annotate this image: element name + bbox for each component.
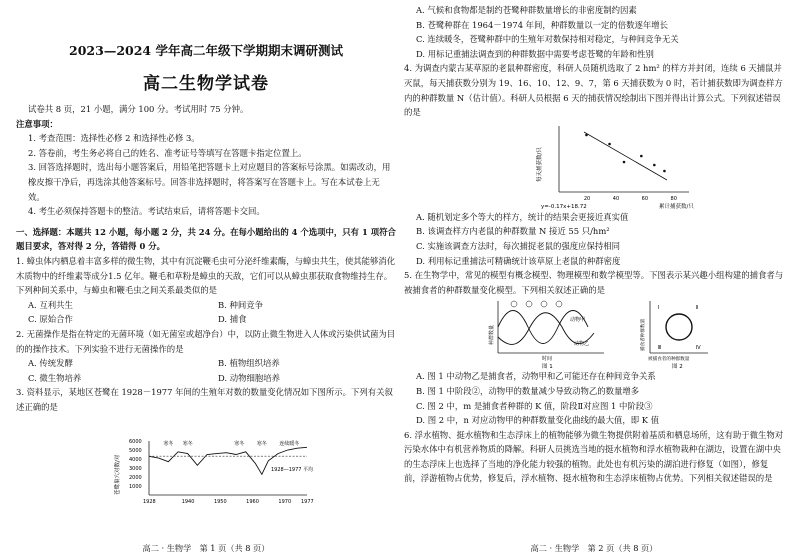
fig1-stage-2 <box>526 301 532 307</box>
q2-option-c: C. 微生物培养 <box>28 372 82 383</box>
q3-ylabel: 苍鹭巢穴对数/对 <box>115 454 121 495</box>
q4-option-b: B. 该调查样方内老鼠的种群数量 N 接近 55 只/hm² <box>416 226 610 237</box>
q1-option-c: C. 原始合作 <box>28 314 73 325</box>
q3-ytick: 2000 <box>129 475 142 481</box>
q4-stem: 4. 为调查内蒙古某草原的老鼠种群密度，科研人员随机选取了 2 hm² 的样方并封闭，连续 6 天捕鼠并灭鼠，每天捕获数分别为 19、16、10、12、9、7，第 6 天捕获数为 0 时，若计捕获数即为调查样方内的种群数量 N（估计值）。科研人员根据 6 天的捕获情况绘制出下图并得出计算公式。下列叙述错误的是 <box>404 63 783 118</box>
q3-ytick: 1000 <box>129 484 142 490</box>
exam-title: 2023—2024 学年高二年级下学期期末调研测试 <box>69 43 343 58</box>
left-column <box>16 0 396 553</box>
q2-options <box>16 356 396 371</box>
q4-xlabel: 累计捕获数/只 <box>659 203 694 210</box>
fig2-cycle <box>666 314 692 340</box>
notice-3: 3. 回答选择题时，选出每小题答案后，用铅笔把答题卡上对应题目的答案标号涂黑。如需改动，用橡皮擦干净后，再选涂其他答案标号。回答非选择题时，将答案写在答题卡上。写在本试卷上无效。 <box>28 162 391 202</box>
fig1-label: 图 1 <box>542 364 553 371</box>
q4-capture-chart <box>529 122 719 210</box>
q1-option-d: D. 捕食 <box>218 314 247 325</box>
fig1-stage-1 <box>511 301 517 307</box>
q3-xtick: 1940 <box>181 499 195 505</box>
fig1-stage-4 <box>556 301 562 307</box>
notice-4: 4. 考生必须保持答题卡的整洁。考试结束后，请将答题卡交回。 <box>28 206 265 217</box>
q3-annotation: 连续暖冬 <box>279 441 300 447</box>
q2-option-b: B. 植物组织培养 <box>218 358 280 369</box>
subject-title: 高二生物学试卷 <box>143 74 269 94</box>
q3-xtick: 1977 <box>301 499 314 505</box>
q3-annotation: 寒冬 <box>182 441 193 447</box>
fig2-xlabel: 被捕食者的种群数量 <box>648 357 690 363</box>
q4-point <box>608 142 611 145</box>
q2-stem: 2. 无菌操作是指在特定的无菌环境（如无菌室或超净台）中，以防止微生物进入人体或污染供试菌为目的的操作技术。下列实验不进行无菌操作的是 <box>16 328 396 354</box>
q5-option-c: C. 图 2 中，m 是捕食者种群的 K 值，阶段Ⅱ对应图 1 中阶段③ <box>416 400 653 411</box>
q3-annotation: 寒冬 <box>256 441 267 447</box>
q4-xtick: 80 <box>670 195 677 202</box>
q5-figures <box>404 297 784 369</box>
q4-option-c: C. 实施该调查方法时，每次捕捉老鼠的强度应保持相同 <box>416 240 621 251</box>
notice-1: 1. 考查范围：选择性必修 2 和选择性必修 3。 <box>28 133 200 144</box>
q4-option-d: D. 利用标记重捕法可精确统计该草原上老鼠的种群密度 <box>416 255 621 266</box>
q3-ytick: 3000 <box>129 466 142 472</box>
q4-option-a: A. 随机划定多个等大的样方，统计的结果会更接近真实值 <box>416 211 629 222</box>
right-column <box>404 0 784 553</box>
q4-xtick: 40 <box>612 195 620 202</box>
q4-point <box>640 154 643 157</box>
page-2-footer: 高二 · 生物学 第 2 页（共 8 页） <box>530 543 658 553</box>
q3-option-b: B. 苍鹭种群在 1964－1974 年间，种群数量以一定的倍数逐年增长 <box>416 19 669 30</box>
q1-options <box>16 298 396 313</box>
q3-xtick: 1970 <box>278 499 292 505</box>
fig1-curve-a <box>498 311 588 344</box>
q2-options-row2 <box>16 371 396 386</box>
notice-heading: 注意事项： <box>16 118 58 129</box>
q2-option-d: D. 动物细胞培养 <box>218 372 280 383</box>
exam-info: 试卷共 8 页，21 小题，满分 100 分。考试用时 75 分钟。 <box>28 104 249 114</box>
q4-ylabel: 每天捕获数/只 <box>537 146 543 182</box>
q3-option-d: D. 用标记重捕法调查到的种群数据中需要考虑苍鹭的年龄和性别 <box>416 48 654 59</box>
fig1-stage-3 <box>541 301 547 307</box>
q3-xtick: 1928 <box>143 499 156 505</box>
q3-ytick: 5000 <box>129 448 142 454</box>
q3-ytick: 6000 <box>129 439 142 445</box>
q2-option-a: A. 传统发酵 <box>28 358 73 369</box>
q5-option-b: B. 图 1 中阶段②，动物甲的数量减少导致动物乙的数量增多 <box>416 385 640 396</box>
q3-annotation: 寒冬 <box>234 441 245 447</box>
q4-formula: y=-0.17x+18.72 <box>541 203 587 210</box>
q3-option-c: C. 连续暖冬，苍鹭种群中的生殖年对数保持相对稳定，与种间竞争无关 <box>416 34 679 45</box>
q3-annotation: 寒冬 <box>163 441 174 447</box>
q4-point <box>663 169 666 172</box>
q5-fig1 <box>484 297 614 369</box>
q6-stem: 6. 浮水植物、挺水植物和生态浮床上的植物能够为微生物提供附着基质和栖息场所，这有助于微生物对污染水体中有机营养物质的降解。科研人员挑选当地的挺水植物和浮水植物栽种在湖边，设置在湖中央的生态浮床上也选择了当地的净化能力较强的植物。此处也有机污染的湖泊进行修复（如图），修复前，浮游植物占优势，修复后，浮水植物、挺水植物和生态浮床植物占优势。下列相关叙述错误的是 <box>404 429 784 484</box>
q3-xtick: 1950 <box>213 499 227 505</box>
q5-option-a: A. 图 1 中动物乙是捕食者，动物甲和乙可能还存在种间竞争关系 <box>416 371 656 382</box>
page-1-footer: 高二 · 生物学 第 1 页（共 8 页） <box>142 543 270 553</box>
fig2-quad-1: Ⅰ <box>658 305 660 312</box>
q5-option-d: D. 图 2 中，n 对应动物甲的种群数量变化曲线的最大值，即 K 值 <box>416 415 660 426</box>
fig1-animal-a: 动物甲 <box>570 317 586 324</box>
q4-xtick: 60 <box>641 195 649 202</box>
q1-options-row2 <box>16 312 396 327</box>
q4-point <box>623 160 626 163</box>
q1-stem: 1. 蟑虫体内栖息着丰富多样的微生物，其中有沉淀鞭毛虫可分泌纤维素酶，与蟑虫共生，使其能够消化木质物中的纤维素等成分1.5 亿年。鞭毛和草粉是蟑虫的天敌，它们可以从蟑虫那获取食物维持生存。下列种间关系中，与蟑虫和鞭毛虫之间关系最类似的是 <box>16 255 396 296</box>
fig2-quad-4: Ⅳ <box>696 345 701 352</box>
q3-ytick: 4000 <box>129 457 142 463</box>
q3-xtick: 1960 <box>246 499 259 505</box>
fig2-label: 图 2 <box>672 364 683 371</box>
q3-stem: 3. 资料显示，某地区苍鹭在 1928－1977 年间的生殖年对数的数量变化情况如下图所示。下列有关叙述正确的是 <box>16 387 393 412</box>
q5-fig2 <box>634 297 724 369</box>
fig2-ylabel: 捕食者种群数量 <box>641 319 646 352</box>
fig1-xlabel: 时间 <box>542 356 553 363</box>
q4-xtick: 20 <box>583 195 591 202</box>
q4-fit-line <box>584 132 667 180</box>
q3-option-a: A. 气候和食物都是制约苍鹭种群数量增长的非密度制约因素 <box>416 5 637 15</box>
notice-2: 2. 答卷前，考生务必将自己的姓名、准考证号等填写在答题卡指定位置上。 <box>28 147 307 158</box>
fig1-animal-b: 动物乙 <box>574 341 590 348</box>
q3-average-label: 1928—1977 平均 <box>271 467 314 473</box>
q1-option-b: B. 种间竞争 <box>218 299 263 310</box>
q3-heron-chart <box>111 437 314 509</box>
section-heading: 一、选择题：本题共 12 小题，每小题 2 分，共 24 分。在每小题给出的 4 个选项中，只有 1 项符合题目要求，答对得 2 分，答错得 0 分。 <box>16 226 396 252</box>
fig2-quad-2: Ⅱ <box>696 305 699 312</box>
q1-option-a: A. 互利共生 <box>28 299 73 310</box>
fig1-ylabel: 种群数量 <box>489 325 495 346</box>
q4-point <box>653 163 656 166</box>
fig2-quad-3: Ⅲ <box>658 345 662 352</box>
q5-stem: 5. 在生物学中，常见的模型有概念模型、物理模型和数学模型等。下图表示某兴趣小组构建的捕食者与被捕食者的种群数量变化模型。下列相关叙述正确的是 <box>404 270 784 295</box>
